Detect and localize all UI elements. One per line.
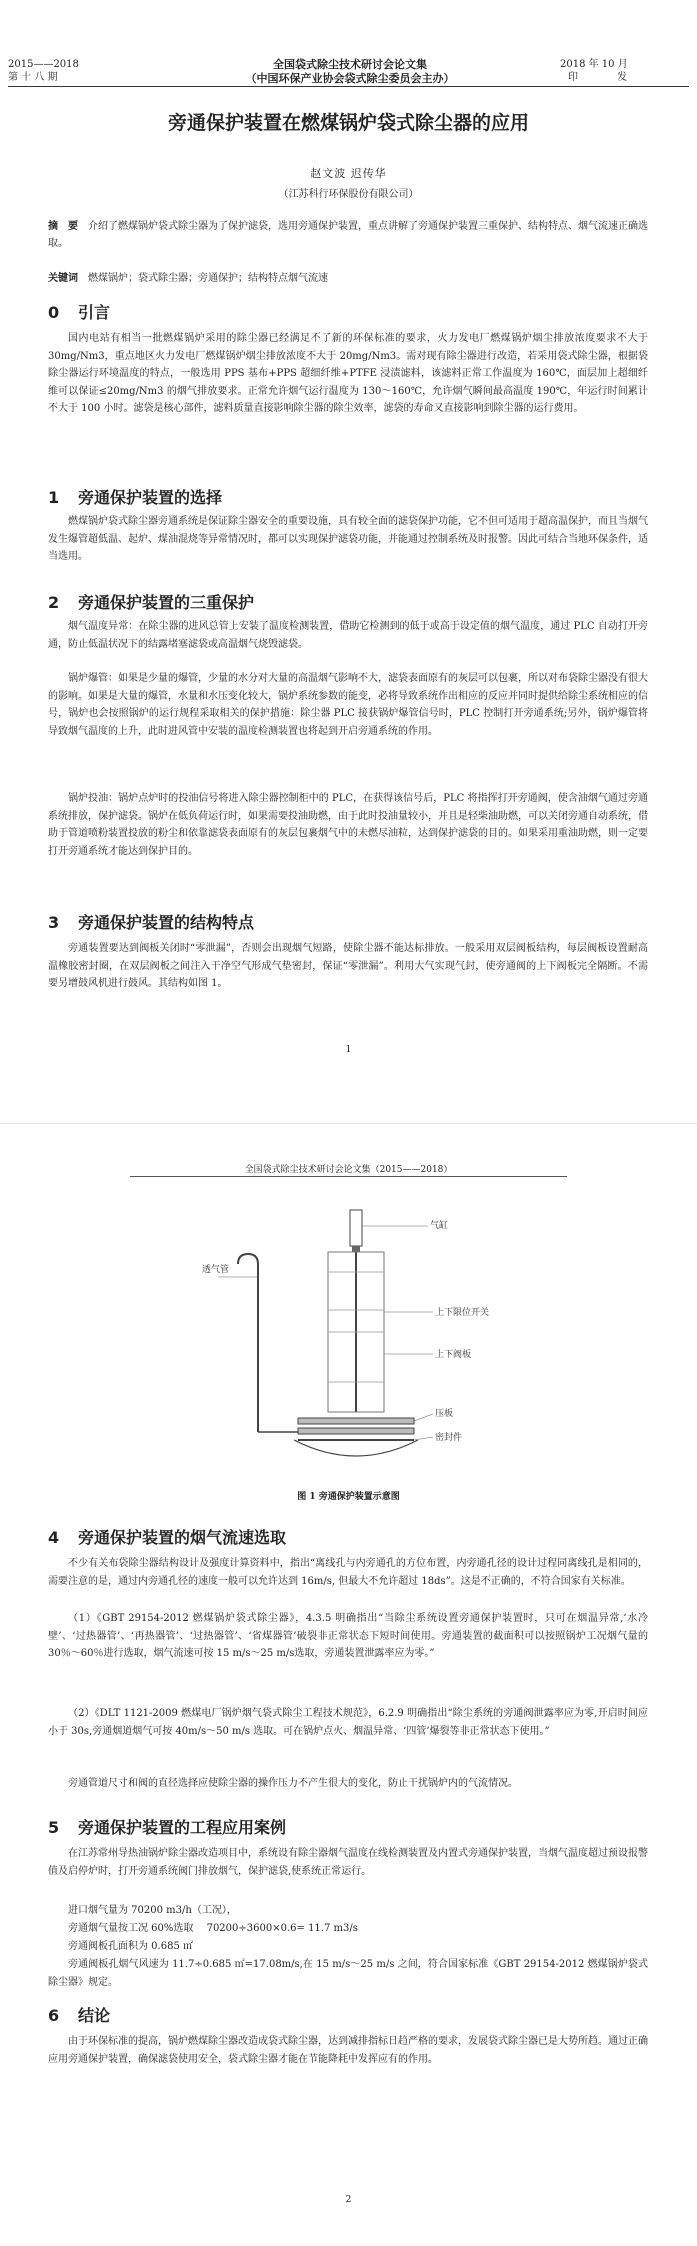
breather-pipe: [238, 1254, 258, 1432]
section-0-para-1: 国内电站有相当一批燃煤锅炉采用的除尘器已经满足不了新的环保标准的要求，火力发电厂燃煤锅炉烟尘排放浓度要求不大于 30mg/Nm3，重点地区火力发电厂燃煤锅炉烟尘排放浓度不大于 20mg/Nm3。需对现有除尘器进行改造，若采用袋式除尘器，根据袋除尘器运行环境温度的特点，一般选用 PPS 基布+PPS 超细纤维+PTFE 浸渍滤料，该滤料正常工作温度为 160℃，面层加上超细纤维可以保证≤20mg/Nm3 的烟气排放要求。正常允许烟气运行温度为 130～160℃，允许烟气瞬间最高温度 190℃，年运行时间累计不大于 100 小时。滤袋是核心部件，滤料质量直接影响除尘器的除尘效率，滤袋的寿命又直接影响到除尘器的运行费用。: [48, 333, 648, 414]
section-5-para-1: 在江苏常州导热油锅炉除尘器改造项目中，系统设有除尘器烟气温度在线检测装置及内置式旁通保护装置，当烟气温度超过预设报警值及启停炉时，打开旁通系统阀门排放烟气，保护滤袋,使系统正常运行。: [48, 1848, 648, 1877]
section-4-para-2: （1）《GBT 29154-2012 燃煤锅炉袋式除尘器》，4.3.5 明确指出“当除尘系统设置旁通保护装置时，只可在烟温异常,‘水冷壁’、‘过热器管’、‘再热器管’、‘过热器管’、‘省煤器管’破裂非正常状态下短时间使用。旁通装置的截面积可以按照锅炉工况烟气量的 30％～60％进行选取，烟气流速可按 15 m/s～25 m/s选取，旁通装置泄露率应为零。”: [48, 1613, 648, 1659]
header-center: [200, 58, 500, 86]
section-5-line-3: 旁通阀板孔面积为 0.685 ㎡: [68, 1941, 193, 1952]
abstract-text: 介绍了燃煤锅炉袋式除尘器为了保护滤袋，选用旁通保护装置，重点讲解了旁通保护装置三重保护、结构特点、烟气流速正确选取。: [48, 221, 648, 249]
page-separator: [0, 1123, 697, 1124]
section-3-para-1: 旁通装置要达到阀板关闭时“零泄漏”，否则会出现烟气短路，使除尘器不能达标排放。一般采用双层阀板结构，每层阀板设置耐高温橡胶密封圈，在双层阀板之间注入干净空气形成气垫密封，保证“零泄漏”。利用大气实现气封，使旁通阀的上下阀板完全隔断。不需要另增鼓风机进行鼓风。其结构如图 1。: [48, 943, 648, 989]
page-1-number: 1: [345, 1045, 352, 1055]
section-4-para-4: 旁通管道尺寸和阀的直径选择应使除尘器的操作压力不产生很大的变化，防止干扰锅炉内的气流情况。: [68, 1778, 518, 1789]
cylinder-cap: [352, 1246, 360, 1252]
section-2-para-2: 锅炉爆管：如果是少量的爆管，少量的水分对大量的高温烟气影响不大，滤袋表面原有的灰层可以包裹，所以对布袋除尘器没有很大的影响。如果是大量的爆管，水量和水压变化较大，锅炉系统参数的能变，必将导致系统作出相应的反应并同时提供给除尘系统相应的信号，锅炉也会按照锅炉的运行规程采取相关的保护措施：除尘器 PLC 接获锅炉爆管信号时，PLC 控制打开旁通系统;另外，锅炉爆管将导致烟气温度的上升，此时进风管中安装的温度检测装置也将起到开启旁通系统的作用。: [48, 673, 648, 737]
figure-label-cylinder: 气缸: [430, 1221, 449, 1231]
header-right: [560, 58, 645, 84]
figure-label-switch: 上下限位开关: [435, 1308, 490, 1318]
abstract-label: 摘 要: [48, 221, 78, 232]
header-rule: [8, 86, 689, 87]
page-2-header: 全国袋式除尘技术研讨会论文集（2015——2018）: [244, 1165, 453, 1175]
section-1-para-1: 燃煤锅炉袋式除尘器旁通系统是保证除尘器安全的重要设施，具有较全面的滤袋保护功能，它不但可适用于超高温保护，而且当烟气发生爆管超低温、起炉、煤油混烧等异常情况时，都可以实现保护滤袋功能，并能通过控制系统及时报警。因此可结合当地环保条件，适当选用。: [48, 516, 648, 562]
figure-1: [198, 1182, 498, 1482]
section-4-para-1: 不少有关布袋除尘器结构设计及强度计算资料中，指出“离线孔与内旁通孔的方位布置，内旁通孔径的设计过程同离线孔是相同的，需要注意的是，通过内旁通孔径的速度一般可以允许达到 16m/s, 但最大不允许超过 18ds”。这是不正确的，不符合国家有关标准。: [48, 1558, 648, 1587]
section-heading-6: 6 结论: [48, 2006, 111, 2025]
seal-arc: [294, 1440, 418, 1456]
section-4-para-3: （2）《DLT 1121-2009 燃煤电厂锅炉烟气袋式除尘工程技术规范》，6.2.9 明确指出“除尘系统的旁通阀泄露率应为零,开启时间应小于 30s,旁通烟道烟气可按 40m/s～50 m/s 选取。可在锅炉点火、烟温异常、‘四管’爆裂等非正常状态下使用。”: [48, 1708, 648, 1737]
abstract: [48, 218, 648, 252]
header-date: 2018 年 10 月: [560, 59, 628, 70]
paper-title: 旁通保护装置在燃煤锅炉袋式除尘器的应用: [167, 112, 529, 134]
keywords-label: 关键词: [48, 273, 78, 284]
section-2-para-3: 锅炉投油：锅炉点炉时的投油信号将进入除尘器控制柜中的 PLC，在获得该信号后，PLC 将指挥打开旁通阀，使含油烟气通过旁通系统排放，保护滤袋。锅炉在低负荷运行时，如果需要投油助燃，由于此时投油量较小，并且是轻柴油助燃，可以关闭旁通自动系统，借助于管道喷粉装置投放的粉尘和依靠滤袋表面原有的灰层包裹烟气中的未燃尽油粒，达到保护滤袋的目的。如果采用重油助燃，则一定要打开旁通系统才能达到保护目的。: [48, 793, 648, 857]
section-heading-4: 4 旁通保护装置的烟气流速选取: [48, 1528, 287, 1547]
section-heading-0: 0 引言: [48, 303, 111, 322]
section-6-para-1: 由于环保标准的提高，锅炉燃煤除尘器改造成袋式除尘器，达到减排指标日趋严格的要求，发展袋式除尘器已是大势所趋。通过正确应用旁通保护装置，确保滤袋使用安全，袋式除尘器才能在节能降耗中发挥应有的作用。: [48, 2036, 648, 2065]
page-2-header-rule: [130, 1176, 567, 1177]
figure-label-plate: 压板: [435, 1409, 454, 1419]
header-title: 全国袋式除尘技术研讨会论文集: [273, 58, 427, 71]
figure-label-breather: 透气管: [202, 1265, 230, 1275]
section-heading-1: 1 旁通保护装置的选择: [48, 488, 223, 507]
lower-valve-plate: [298, 1428, 414, 1434]
header-years: 2015——2018: [8, 59, 79, 70]
header-issue: 第 十 八 期: [8, 72, 58, 83]
upper-valve-plate: [298, 1418, 414, 1424]
section-5-para-2: 旁通阀板孔烟气风速为 11.7÷0.685 ㎡=17.08m/s,在 15 m/s～25 m/s 之间，符合国家标准《GBT 29154-2012 燃煤锅炉袋式除尘器》规定。: [48, 1959, 648, 1988]
figure-label-valve: 上下阀板: [435, 1350, 472, 1360]
section-heading-5: 5 旁通保护装置的工程应用案例: [48, 1818, 287, 1837]
section-heading-3: 3 旁通保护装置的结构特点: [48, 913, 255, 932]
figure-label-seal: 密封件: [435, 1433, 463, 1443]
paper-authors: 赵文波 迟传华: [310, 167, 387, 180]
figure-1-caption: 图 1 旁通保护装置示意图: [297, 1492, 400, 1502]
header-subtitle: （中国环保产业协会袋式除尘委员会主办）: [245, 72, 455, 85]
keywords: [48, 270, 648, 287]
section-5-line-2: 旁通烟气量按工况 60%选取 70200÷3600×0.6= 11.7 m3/s: [68, 1923, 358, 1934]
section-2-para-1: 烟气温度异常：在除尘器的进风总管上安装了温度检测装置，借助它检测到的低于或高于设定值的烟气温度，通过 PLC 自动打开旁通，防止低温状况下的结露堵塞滤袋或高温烟气烧毁滤袋。: [48, 621, 648, 650]
section-heading-2: 2 旁通保护装置的三重保护: [48, 593, 255, 612]
header-print: 印 发: [568, 72, 646, 83]
paper-affiliation: （江苏科行环保股份有限公司）: [278, 189, 419, 200]
cylinder-shape: [350, 1210, 362, 1246]
keywords-text: 燃煤锅炉；袋式除尘器；旁通保护；结构特点烟气流速: [88, 273, 328, 284]
page-2-number: 2: [345, 2195, 352, 2205]
header-left: [8, 58, 79, 84]
section-5-line-1: 进口烟气量为 70200 m3/h（工况），: [68, 1905, 237, 1916]
